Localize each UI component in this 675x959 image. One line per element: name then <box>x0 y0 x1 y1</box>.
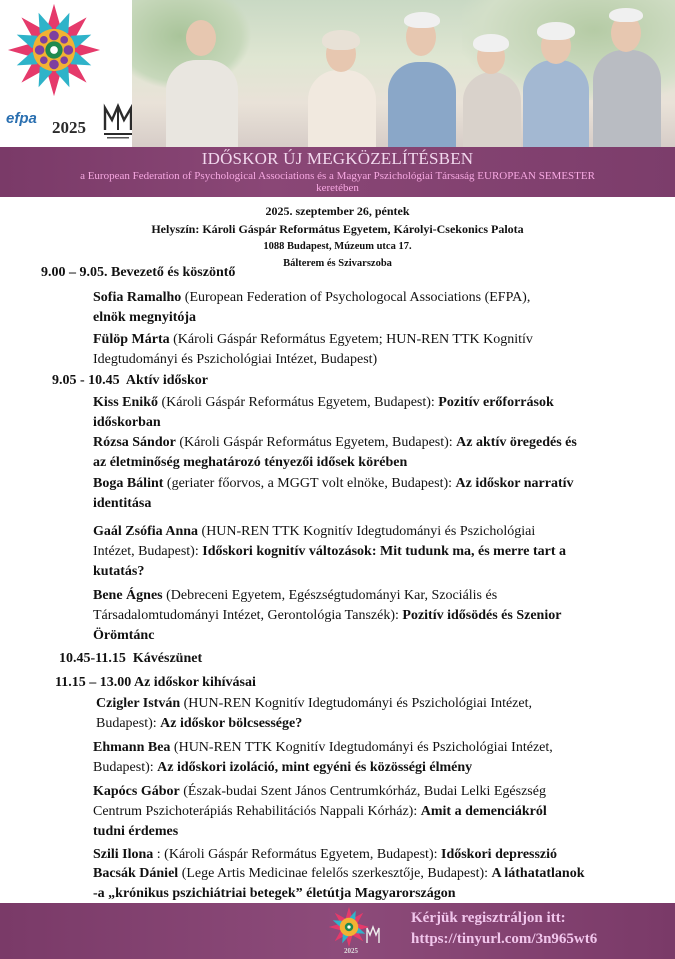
speaker-name: Szili Ilona <box>93 847 154 862</box>
speaker-affiliation-cont: Budapest): <box>93 760 158 775</box>
photo-person <box>517 0 595 147</box>
session-time: 11.15 – 13.00 <box>55 675 132 690</box>
talk-title: Az időskori izoláció, mint egyéni és közösségi élmény <box>157 760 473 775</box>
session-heading <box>59 650 202 668</box>
speaker-name: Gaál Zsófia Anna <box>93 524 199 539</box>
talk-item <box>93 864 653 904</box>
talk-title: Az aktív öregedés és <box>456 435 577 450</box>
speaker-affiliation: (HUN-REN TTK Kognitív Idegtudományi és Pszichológiai Intézet, <box>170 740 553 755</box>
session-time: 9.05 - 10.45 <box>52 373 120 388</box>
mandala-logo-icon <box>6 2 102 98</box>
mpt-logo-icon <box>102 102 134 140</box>
talk-item <box>93 782 653 842</box>
session-time: 9.00 – 9.05. <box>41 265 108 280</box>
talk-item <box>93 474 653 514</box>
talk-title-cont: -a „krónikus pszichiátriai betegek” életútja Magyarországon <box>93 886 456 901</box>
speaker-affiliation-cont: Centrum Pszichoterápiás Rehabilitációs Nappali Kórház): <box>93 804 421 819</box>
speaker-name: Rózsa Sándor <box>93 435 176 450</box>
event-subtitle-2: keretében <box>316 182 359 194</box>
event-subtitle: a European Federation of Psychological Associations és a Magyar Pszichológiai Társaság EUROPEAN SEMESTER <box>80 170 595 182</box>
session-title: Aktív időskor <box>125 373 208 388</box>
talk-title-cont: identitása <box>93 496 152 511</box>
speaker-affiliation: (Károli Gáspár Református Egyetem, Budapest): <box>175 435 457 450</box>
session-heading <box>41 264 235 282</box>
speaker-name: Sofia Ramalho <box>93 290 182 305</box>
session-time: 10.45-11.15 <box>59 651 126 666</box>
speaker-affiliation: (European Federation of Psychologocal Associations (EFPA), <box>181 290 531 305</box>
talk-title-cont: tudni érdemes <box>93 824 179 839</box>
event-info <box>0 203 675 271</box>
event-date: 2025. szeptember 26, péntek <box>265 204 410 218</box>
register-text: Kérjük regisztráljon itt: <box>411 910 566 926</box>
speaker-affiliation: (Károli Gáspár Református Egyetem, Budapest): <box>157 395 439 410</box>
mandala-logo-icon <box>328 906 370 948</box>
speaker-affiliation: (HUN-REN TTK Kognitív Idegtudományi és Pszichológiai <box>198 524 536 539</box>
talk-title: Pozitív erőforrások <box>438 395 554 410</box>
talk-title-cont: időskorban <box>93 415 161 430</box>
speaker-name: Kapócs Gábor <box>93 784 180 799</box>
header-photo <box>132 0 675 147</box>
talk-title: elnök megnyitója <box>93 310 197 325</box>
talk-title: Amit a demenciákról <box>420 804 547 819</box>
talk-title: Időskori kognitív változások: Mit tudunk ma, és merre tart a <box>202 544 566 559</box>
talk-title: Az időskor bölcsessége? <box>160 716 303 731</box>
speaker-affiliation-cont: Idegtudományi és Pszichológiai Intézet, Budapest) <box>93 352 378 367</box>
session-title: Az időskor kihívásai <box>133 675 256 690</box>
speaker-affiliation-cont: Budapest): <box>96 716 161 731</box>
speaker-name: Czigler István <box>96 696 181 711</box>
talk-item <box>93 330 653 370</box>
speaker-affiliation: (Észak-budai Szent János Centrumkórház, Budai Lelki Egészség <box>179 784 546 799</box>
talk-title-cont: Örömtánc <box>93 628 155 643</box>
speaker-affiliation-cont: Intézet, Budapest): <box>93 544 203 559</box>
talk-item <box>93 288 653 328</box>
speaker-affiliation: : (Károli Gáspár Református Egyetem, Budapest): <box>153 847 441 862</box>
event-room: Bálterem és Szivarszoba <box>283 258 392 269</box>
header <box>0 0 675 147</box>
footer-logo-year: 2025 <box>344 947 358 955</box>
talk-item <box>93 522 653 582</box>
speaker-name: Kiss Enikő <box>93 395 158 410</box>
speaker-affiliation: (Lege Artis Medicinae felelős szerkesztője, Budapest): <box>178 866 492 881</box>
speaker-affiliation: (geriater főorvos, a MGGT volt elnöke, Budapest): <box>163 476 456 491</box>
talk-item <box>93 433 653 473</box>
speaker-name: Bacsák Dániel <box>93 866 179 881</box>
talk-item <box>93 393 653 433</box>
efpa-logo: efpa <box>6 110 37 127</box>
photo-person <box>587 0 667 147</box>
event-address: 1088 Budapest, Múzeum utca 17. <box>263 241 412 252</box>
session-title: Kávészünet <box>132 651 203 666</box>
photo-person <box>302 0 382 147</box>
speaker-affiliation-cont: Társadalomtudományi Intézet, Gerontológia Tanszék): <box>93 608 403 623</box>
photo-person <box>156 0 248 147</box>
talk-title: A láthatatlanok <box>491 866 585 881</box>
talk-item <box>96 694 656 734</box>
talk-title: Időskori depresszió <box>441 847 558 862</box>
title-band <box>0 147 675 197</box>
mpt-logo-icon <box>366 925 380 947</box>
partner-logos <box>6 102 136 142</box>
talk-title: Pozitív idősödés és Szenior <box>402 608 562 623</box>
talk-item <box>93 586 653 646</box>
session-heading <box>52 372 208 390</box>
talk-item <box>93 738 653 778</box>
logo-year: 2025 <box>52 118 86 137</box>
event-title: IDŐSKOR ÚJ MEGKÖZELÍTÉSBEN <box>201 149 474 168</box>
speaker-name: Bene Ágnes <box>93 588 163 603</box>
session-heading <box>55 674 256 692</box>
talk-title-cont: kutatás? <box>93 564 145 579</box>
session-title: Bevezető és köszöntő <box>111 265 236 280</box>
talk-title: Az időskor narratív <box>455 476 574 491</box>
speaker-affiliation: (HUN-REN Kognitív Idegtudományi és Pszichológiai Intézet, <box>180 696 532 711</box>
photo-person <box>382 0 462 147</box>
event-venue: Helyszín: Károli Gáspár Református Egyetem, Károlyi-Csekonics Palota <box>151 222 524 236</box>
speaker-name: Boga Bálint <box>93 476 164 491</box>
speaker-affiliation: (Károli Gáspár Református Egyetem; HUN-REN TTK Kognitív <box>169 332 533 347</box>
talk-title-cont: az életminőség meghatározó tényezői idősek körében <box>93 455 408 470</box>
register-link[interactable]: https://tinyurl.com/3n965wt6 <box>411 931 598 947</box>
speaker-affiliation: (Debreceni Egyetem, Egészségtudományi Kar, Szociális és <box>162 588 498 603</box>
talk-item <box>93 846 653 864</box>
speaker-name: Ehmann Bea <box>93 740 171 755</box>
speaker-name: Fülöp Márta <box>93 332 170 347</box>
